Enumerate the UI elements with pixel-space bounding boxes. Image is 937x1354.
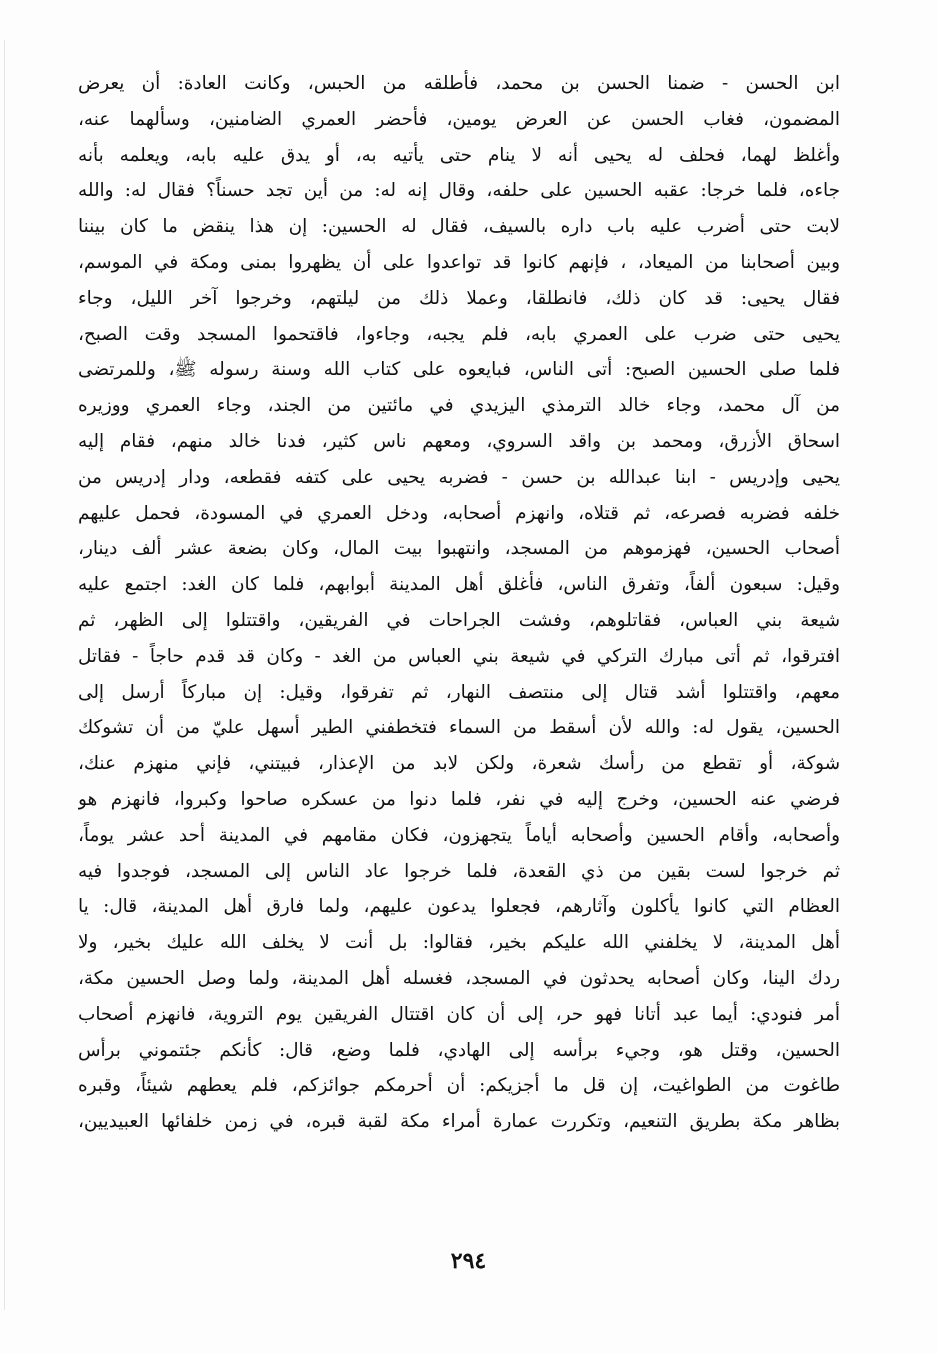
text-line: فقال يحيى: قد كان ذلك، فانطلقا، وعملا ذلك من ليلتهم، وخرجوا آخر الليل، وجاء [78,287,840,309]
text-line: أهل المدينة، لا يخلفني الله عليكم بخير، فقالوا: بل أنت لا يخلف الله عليك بخير، ولا [78,932,840,954]
text-line: من آل محمد، وجاء خالد الترمذي اليزيدي في مائتين من الجند، وجاء العمري ووزيره [78,395,840,417]
text-line: يحيى حتى ضرب على العمري بابه، فلم يجبه، وجاءوا، فاقتحموا المسجد وقت الصبح، [78,323,840,345]
page-number: ٢٩٤ [450,1248,487,1274]
page-edge-shadow [4,40,5,1310]
text-line: وبين أصحابنا من الميعاد، ، فإنهم كانوا قد تواعدوا على أن يظهروا بمنى ومكة في الموسم، [78,251,840,273]
text-line: فرضي عنه الحسين، وخرج إليه في نفر، فلما دنوا من عسكره صاحوا وكبروا، فانهزم هو [78,788,840,810]
text-line: طاغوت من الطواغيت، إن قل ما أجزيكم: أن أحرمكم جوائزكم، فلم يعطهم شيئاً، وقبره [78,1075,840,1097]
text-line: بظاهر مكة بطريق التنعيم، وتكررت عمارة أمراء مكة لقبة قبره، في زمن خلفائها العبيديين، [78,1111,840,1133]
text-line: وأصحابه، وأقام الحسين وأصحابه أياماً يتجهزون، فكان مقامهم في المدينة أحد عشر يوماً، [78,824,840,846]
text-line: وقيل: سبعون ألفاً، وتفرق الناس، فأغلق أهل المدينة أبوابهم، فلما كان الغد: اجتمع عليه [78,574,840,596]
text-line: افترقوا، ثم أتى مبارك التركي في شيعة بني العباس من الغد - وكان قد قدم حاجاً - فقاتل [78,645,840,667]
text-line: ابن الحسن - ضمنا الحسن بن محمد، فأطلقه من الحبس، وكانت العادة: أن يعرض [78,73,840,94]
text-line: أصحاب الحسين، فهزموهم من المسجد، وانتهبوا بيت المال، وكان بضعة عشر ألف دينار، [78,538,840,560]
text-line: الحسين، وقتل هو، وجيء برأسه إلى الهادي، فلما وضع، قال: كأنكم جئتموني برأس [78,1039,840,1061]
text-line: وأغلظ لهما، فحلف له يحيى أنه لا ينام حتى يأتيه به، أو يدق عليه بابه، ويعلمه بأنه [78,144,840,166]
text-line: ردك الينا، وكان أصحابه يحدثون في المسجد، فغسله أهل المدينة، ولما وصل الحسين مكة، [78,967,840,989]
text-line: فلما صلى الحسين الصبح: أتى الناس، فبايعوه على كتاب الله وسنة رسوله ﷺ، وللمرتضى [78,359,840,381]
text-line: جاءه، فلما خرجا: عقبه الحسين على حلفه، وقال إنه له: من أين تجد حسناً؟ فقال له: والله [78,180,840,202]
text-line: العظام التي كانوا يأكلون وآثارهم، فجعلوا يدعون عليهم، ولما فارق أهل المدينة، قال: يا [78,896,840,918]
text-line: الحسين، يقول له: والله لأن أسقط من السماء فتخطفني الطير أسهل عليّ من أن تشوكك [78,717,840,739]
text-line: معهم، واقتتلوا أشد قتال إلى منتصف النهار، ثم تفرقوا، وقيل: إن مباركاً أرسل إلى [78,681,840,703]
text-line: اسحاق الأزرق، ومحمد بن واقد السروي، ومعهم ناس كثير، فدنا خالد منهم، فقام إليه [78,430,840,452]
text-line: شيعة بني العباس، فقاتلوهم، وفشت الجراحات في الفريقين، واقتتلوا إلى الظهر، ثم [78,609,840,631]
text-line: خلفه فضربه فصرعه، ثم قتلاه، وانهزم أصحابه، ودخل العمري في المسودة، فحمل عليهم [78,502,840,524]
text-line: أمر فنودي: أيما عبد أتانا فهو حر، إلى أن كان اقتتال الفريقين يوم التروية، فانهزم أصحاب [78,1003,840,1025]
text-line: ثم خرجوا لست بقين من ذي القعدة، فلما خرجوا عاد الناس إلى المسجد، فوجدوا فيه [78,860,840,882]
text-line: شوكة، أو تقطع من رأسك شعرة، ولكن لابد من الإعذار، فبيتني، فإني منهزم عنك، [78,753,840,775]
body-text [78,66,840,1140]
text-line: المضمون، فغاب الحسن عن العرض يومين، فأحضر العمري الضامنين، وسألهما عنه، [78,108,840,130]
text-line: لابت حتى أضرب عليه باب داره بالسيف، فقال له الحسين: إن هذا ينقض ما كان بيننا [78,216,840,238]
text-line: يحيى وإدريس - ابنا عبدالله بن حسن - فضربه يحيى على كتفه فقطعه، ودار إدريس من [78,466,840,488]
